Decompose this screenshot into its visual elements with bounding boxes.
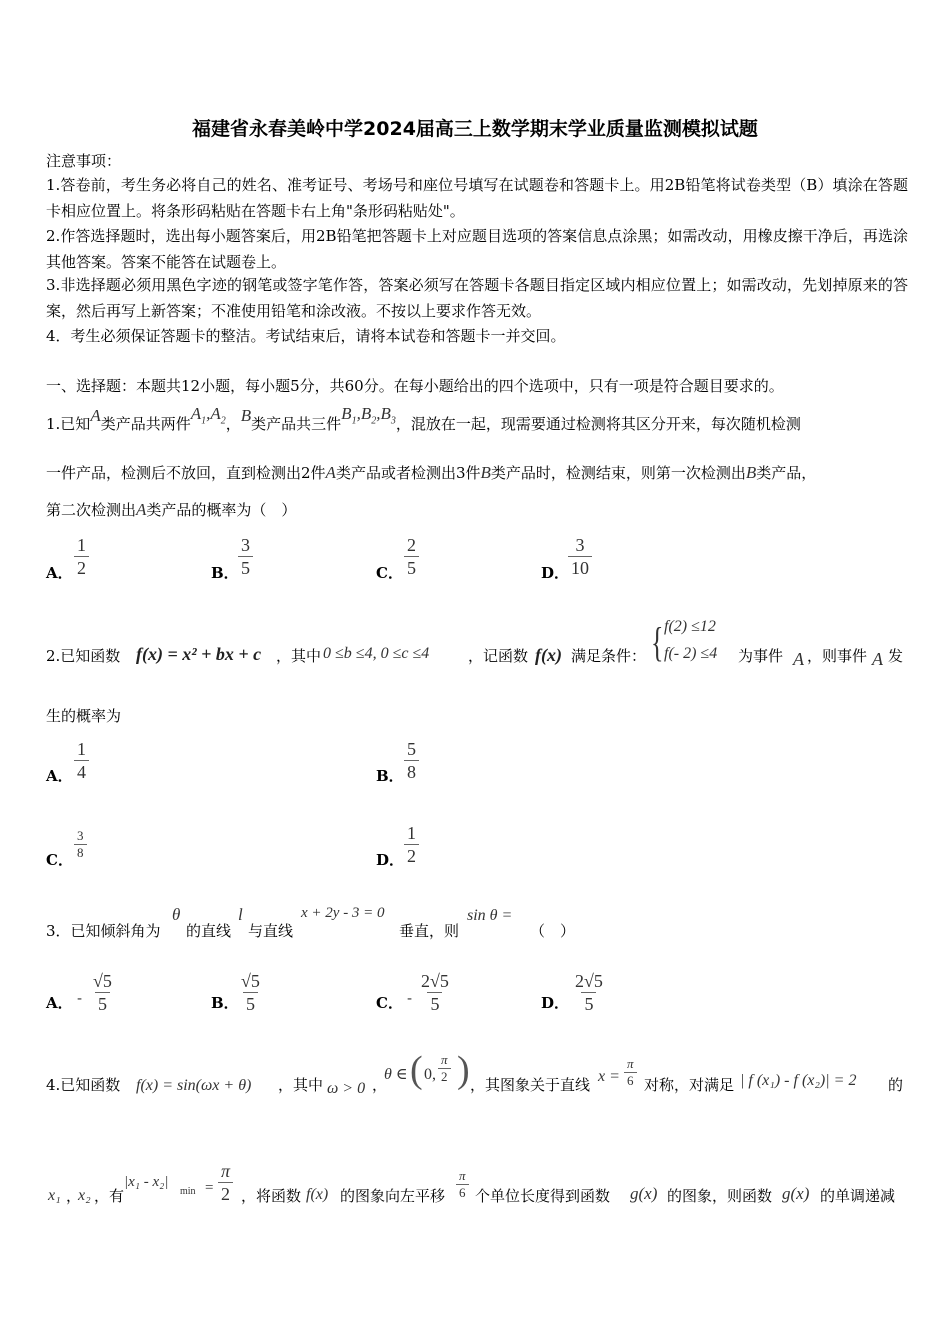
q4-pi-over-2: $\frac{\pi}{2}$ <box>438 1052 451 1085</box>
q2-line-2: 生的概率为 <box>46 707 122 725</box>
q3-option-c-label[interactable]: C． <box>376 994 403 1012</box>
q4-omega: ω > 0 <box>327 1080 366 1097</box>
q2-text-5: 为事件 <box>738 647 784 665</box>
notice-heading: 注意事项： <box>46 152 122 170</box>
q1-option-d-fraction: $\frac{3}{10}$ <box>568 534 592 579</box>
q4-fx: f(x) <box>306 1186 329 1203</box>
q4-equals: = <box>205 1180 214 1196</box>
q4-text-9: 的图象向左平移 <box>340 1187 446 1205</box>
q3-intro: 3．已知倾斜角为 <box>46 922 161 940</box>
q4-text-8: ，将函数 <box>241 1187 302 1205</box>
q4-range: 0, <box>424 1066 436 1083</box>
q4-paren-right: ) <box>457 1049 470 1091</box>
q4-min-sub: min <box>180 1186 196 1197</box>
q4-comma: ， <box>66 1187 82 1205</box>
q4-text-3: ， <box>372 1076 388 1094</box>
q4-text-10: 个单位长度得到函数 <box>475 1187 611 1205</box>
q1-line-2: 一件产品，检测后不放回，直到检测出2件A类产品或者检测出3件B类产品时，检测结束，则第一次检测出B类产品， <box>46 463 817 482</box>
q3-text-3: 与直线 <box>248 922 294 940</box>
q3-l: l <box>238 905 243 924</box>
q3-option-b-label[interactable]: B． <box>211 994 239 1012</box>
page-title: 福建省永春美岭中学2024届高三上数学期末学业质量监测模拟试题 <box>192 118 758 140</box>
q2-text-3: ，记函数 <box>468 647 529 665</box>
q2-option-c-label[interactable]: C． <box>46 851 73 869</box>
q4-pi-over-6: $\frac{\pi}{6}$ <box>624 1056 637 1089</box>
q4-x-equals: x = <box>598 1068 620 1085</box>
q2-fx: f(x) <box>535 645 562 665</box>
q3-theta: θ <box>172 905 181 924</box>
q2-text-2: ，其中 <box>276 647 322 665</box>
q4-text-11: 的图象，则函数 <box>667 1187 773 1205</box>
q3-option-c-fraction: $\frac{2√5}{5}$ <box>421 971 449 1014</box>
q2-option-b-label[interactable]: B． <box>376 767 404 785</box>
section-heading: 一、选择题：本题共12小题，每小题5分，共60分。在每小题给出的四个选项中，只有一项是符合题目要求的。 <box>46 377 784 395</box>
notice-item-1: 1.答卷前，考生务必将自己的姓名、准考证号、考场号和座位号填写在试题卷和答题卡上。用2B铅笔将试卷类型（B）填涂在答题卡相应位置上。将条形码粘贴在答题卡右上角"条形码粘贴处"。 <box>46 176 908 220</box>
q4-function: f(x) = sin(ωx + θ) <box>136 1077 252 1094</box>
q4-pi-over-2-b: $\frac{\pi}{2}$ <box>218 1160 233 1205</box>
q4-x1: x₁ <box>48 1187 61 1204</box>
q4-pi-over-6-b: $\frac{\pi}{6}$ <box>456 1168 469 1201</box>
q2-text-4: 满足条件： <box>571 647 647 665</box>
q4-gx-2: g(x) <box>782 1184 810 1203</box>
q3-text-5: （ ） <box>530 922 576 940</box>
q3-text-4: 垂直，则 <box>399 922 460 940</box>
q2-system-2: f(- 2) ≤4 <box>664 645 718 662</box>
q3-option-d-fraction: $\frac{2√5}{5}$ <box>575 971 603 1014</box>
q2-option-d-fraction: $\frac{1}{2}$ <box>404 822 419 867</box>
q2-event-a-2: A <box>872 649 883 669</box>
q4-text-4: ，其图象关于直线 <box>470 1076 591 1094</box>
q1-option-c-fraction: $\frac{2}{5}$ <box>404 534 419 579</box>
q1-option-b-fraction: $\frac{3}{5}$ <box>238 534 253 579</box>
q4-abs-min: |x₁ - x₂| <box>124 1174 169 1190</box>
q2-text-6: ，则事件 <box>807 647 868 665</box>
q1-option-b-label[interactable]: B． <box>211 564 239 582</box>
q2-option-c-fraction: $\frac{3}{8}$ <box>74 828 87 861</box>
q3-sin: sin θ = <box>467 907 513 924</box>
q3-option-d-label[interactable]: D． <box>541 994 570 1012</box>
q1-line-3: 第二次检测出A类产品的概率为（ ） <box>46 500 297 519</box>
q4-text-2: ，其中 <box>278 1076 324 1094</box>
q2-option-d-label[interactable]: D． <box>376 851 405 869</box>
q4-theta-in: θ ∈ <box>384 1066 408 1083</box>
q3-option-c-sign: - <box>407 989 413 1007</box>
q2-event-a: A <box>793 649 804 669</box>
q1-option-d-label[interactable]: D． <box>541 564 570 582</box>
q4-text-12: 的单调递减 <box>820 1187 896 1205</box>
q2-system-1: f(2) ≤12 <box>664 618 716 635</box>
q2-intro: 2.已知函数 <box>46 647 121 665</box>
q2-option-b-fraction: $\frac{5}{8}$ <box>404 738 419 783</box>
q2-option-a-fraction: $\frac{1}{4}$ <box>74 738 89 783</box>
q3-text-2: 的直线 <box>186 922 232 940</box>
q4-x2: x₂ <box>78 1187 91 1204</box>
q1-option-a-fraction: $\frac{1}{2}$ <box>74 534 89 579</box>
q4-gx: g(x) <box>630 1184 658 1203</box>
q2-brace: { <box>651 619 664 666</box>
q3-option-a-fraction: $\frac{√5}{5}$ <box>93 971 112 1014</box>
notice-item-3: 3.非选择题必须用黑色字迹的钢笔或签字笔作答，答案必须写在答题卡各题目指定区域内相应位置上；如需改动，先划掉原来的答案，然后再写上新答案；不准使用铅笔和涂改液。不按以上要求作答无效。 <box>46 276 908 320</box>
q4-text-5: 对称，对满足 <box>644 1076 735 1094</box>
q3-option-a-sign: - <box>77 989 83 1007</box>
q4-intro: 4.已知函数 <box>46 1076 121 1094</box>
q1-line-1: 1.已知A类产品共两件$A_1,A_2$，B类产品共三件$B_1,B_2,B_3$，混放在一起，现需要通过检测将其区分开来，每次随机检测 <box>46 404 801 433</box>
q3-line-equation: x + 2y - 3 = 0 <box>301 905 385 921</box>
q2-text-7: 发 <box>888 647 904 665</box>
q3-option-b-fraction: $\frac{√5}{5}$ <box>241 971 260 1014</box>
q1-option-a-label[interactable]: A． <box>46 564 73 582</box>
notice-item-2: 2.作答选择题时，选出每小题答案后，用2B铅笔把答题卡上对应题目选项的答案信息点涂黑；如需改动，用橡皮擦干净后，再选涂其他答案。答案不能答在试题卷上。 <box>46 227 908 271</box>
notice-item-4: 4．考生必须保证答题卡的整洁。考试结束后，请将本试卷和答题卡一并交回。 <box>46 327 566 345</box>
q2-function: f(x) = x² + bx + c <box>136 644 262 664</box>
q1-option-c-label[interactable]: C． <box>376 564 403 582</box>
q4-text-6: 的 <box>888 1076 904 1094</box>
q3-option-a-label[interactable]: A． <box>46 994 73 1012</box>
q4-abs-condition: | f (x₁) - f (x₂)| = 2 <box>740 1072 857 1089</box>
q4-paren-left: ( <box>410 1049 423 1091</box>
q4-text-7: ，有 <box>94 1187 125 1205</box>
q2-condition: 0 ≤b ≤4, 0 ≤c ≤4 <box>323 645 430 662</box>
q2-option-a-label[interactable]: A． <box>46 767 73 785</box>
